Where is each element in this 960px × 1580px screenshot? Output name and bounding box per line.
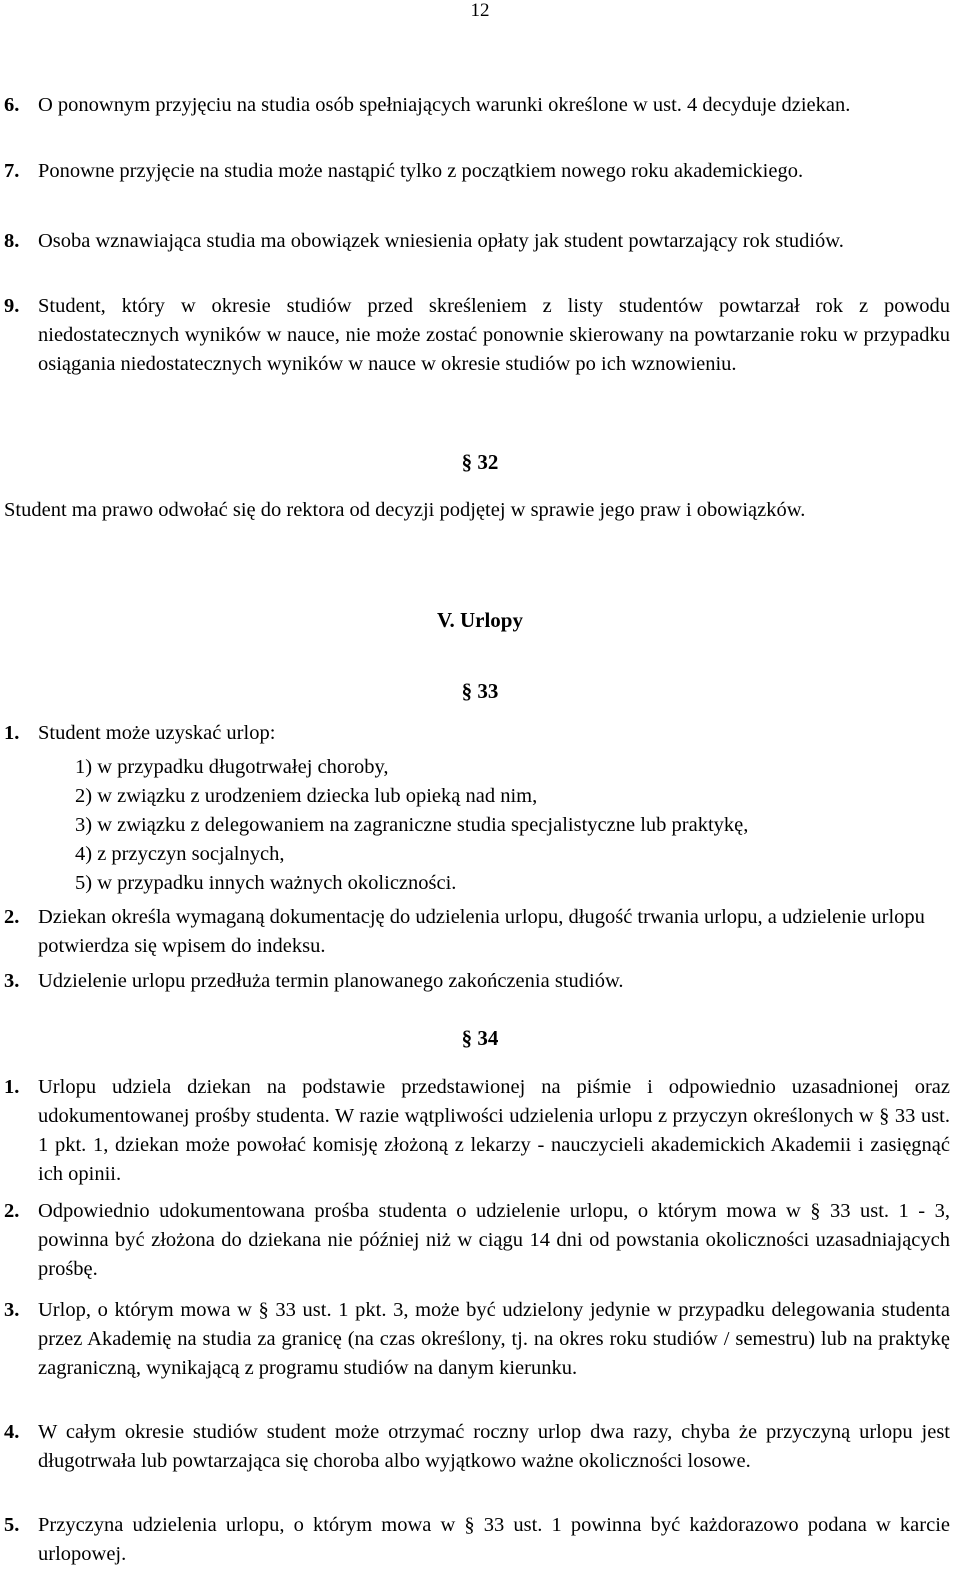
item-number: 7. [4,160,20,182]
section-heading: § 33 [461,679,499,703]
paragraph: Student ma prawo odwołać się do rektora od decyzji podjętej w sprawie jego praw i obowiązków. [4,499,806,521]
item-number: 1. [4,1076,20,1098]
item-text: Dziekan określa wymaganą dokumentację do udzielenia urlopu, długość trwania urlopu, a udzielenie urlopu potwierdza się wpisem do indeksu. [38,906,925,957]
item-number: 5. [4,1514,20,1536]
item-text: Ponowne przyjęcie na studia może nastąpić tylko z początkiem nowego roku akademickiego. [38,160,804,182]
section-heading: § 32 [461,450,499,474]
list-item [4,1197,950,1284]
sub-list-item: 3) w związku z delegowaniem na zagraniczne studia specjalistyczne lub praktykę, [75,814,749,836]
item-text: Student, który w okresie studiów przed skreśleniem z listy studentów powtarzał rok z powodu niedostatecznych wyników w nauce, nie może zostać ponownie skierowany na powtarzanie roku w przypadku osiągania niedostatecznych wyników w nauce w okresie studiów po ich wznowieniu. [38,295,950,375]
list-item [4,1296,950,1383]
list-item [4,227,950,256]
list-item [4,91,950,120]
sub-list-item: 5) w przypadku innych ważnych okoliczności. [75,872,457,894]
list-item [4,719,950,748]
item-text: Urlop, o którym mowa w § 33 ust. 1 pkt. 3, może być udzielony jedynie w przypadku delegowania studenta przez Akademię na studia za granicę (na czas określony, tj. na okres roku studiów / semestru) lub na praktykę zagraniczną, wynikającą z programu studiów na danym kierunku. [38,1299,950,1379]
item-number: 9. [4,295,20,317]
item-number: 6. [4,94,20,116]
list-item [4,1418,950,1476]
item-text: Student może uzyskać urlop: [38,722,276,744]
sub-list-item: 4) z przyczyn socjalnych, [75,843,285,865]
list-item [4,903,950,961]
item-number: 1. [4,722,20,744]
item-number: 4. [4,1421,20,1443]
item-text: Przyczyna udzielenia urlopu, o którym mowa w § 33 ust. 1 powinna być każdorazowo podana w karcie urlopowej. [38,1514,950,1565]
item-number: 3. [4,1299,20,1321]
item-number: 3. [4,970,20,992]
item-text: Udzielenie urlopu przedłuża termin planowanego zakończenia studiów. [38,970,624,992]
list-item [4,157,950,186]
list-item [4,292,950,379]
item-number: 8. [4,230,20,252]
item-text: Osoba wznawiająca studia ma obowiązek wniesienia opłaty jak student powtarzający rok studiów. [38,230,844,252]
item-text: W całym okresie studiów student może otrzymać roczny urlop dwa razy, chyba że przyczyną urlopu jest długotrwała lub powtarzająca się choroba albo wyjątkowo ważne okoliczności losowe. [38,1421,950,1472]
section-heading: § 34 [461,1026,499,1050]
list-item [4,1073,950,1189]
item-text: Odpowiednio udokumentowana prośba studenta o udzielenie urlopu, o którym mowa w § 33 ust. 1 - 3, powinna być złożona do dziekana nie później niż w ciągu 14 dni od powstania okoliczności uzasadniających prośbę. [38,1200,950,1280]
chapter-heading: V. Urlopy [437,608,523,632]
page-number: 12 [470,0,490,21]
list-item [4,1511,950,1569]
sub-list-item: 2) w związku z urodzeniem dziecka lub opieką nad nim, [75,785,538,807]
item-text: O ponownym przyjęciu na studia osób spełniających warunki określone w ust. 4 decyduje dziekan. [38,94,851,116]
list-item [4,967,950,996]
item-number: 2. [4,906,20,928]
sub-list-item: 1) w przypadku długotrwałej choroby, [75,756,389,778]
item-number: 2. [4,1200,20,1222]
item-text: Urlopu udziela dziekan na podstawie przedstawionej na piśmie i odpowiednio uzasadnionej oraz udokumentowanej prośby studenta. W razie wątpliwości udzielenia urlopu z przyczyn określonych w § 33 ust. 1 pkt. 1, dziekan może powołać komisję złożoną z lekarzy - nauczycieli akademickich Akademii i zasięgnąć ich opinii. [38,1076,950,1185]
